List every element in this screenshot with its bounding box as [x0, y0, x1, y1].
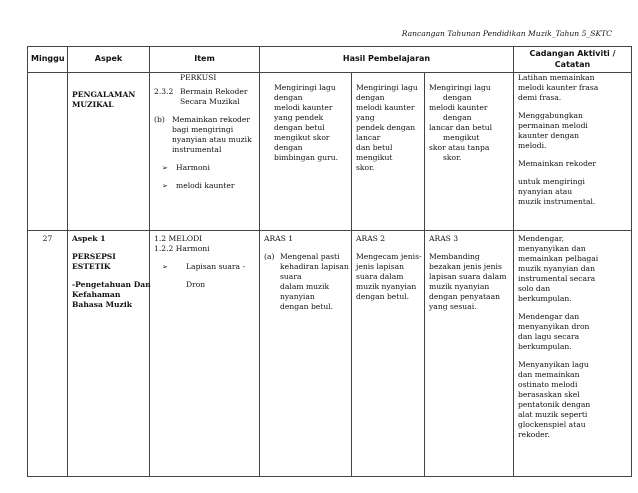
- row2-cadangan-line: Menyanyikan lagu: [518, 360, 589, 370]
- row2-aras1-line: dalam muzik: [280, 282, 330, 292]
- row2-cadangan: [514, 231, 632, 477]
- table-row: [28, 73, 632, 231]
- row2-aspek-line: -Pengetahuan Dan: [72, 280, 151, 290]
- row2-aras2-line: dengan betul.: [356, 292, 410, 302]
- row1-hasil3-line: Mengiringi lagu: [429, 83, 491, 93]
- header-cadangan-line2: Catatan: [554, 59, 591, 69]
- row1-hasil1-line: melodi kaunter: [274, 103, 333, 113]
- row1-hasil-1: [260, 73, 352, 231]
- row2-aspek-line: Kefahaman: [72, 290, 121, 300]
- row2-aras3-title: ARAS 3: [429, 234, 459, 244]
- arrow-bullet-icon: ➢: [162, 182, 168, 191]
- row1-hasil2-line: dengan: [356, 93, 385, 103]
- row2-cadangan-line: glockenspiel atau: [518, 420, 586, 430]
- header-minggu: Minggu: [28, 47, 68, 73]
- header-cadangan: [514, 47, 632, 73]
- row2-aras1-line: kehadiran lapisan: [280, 262, 349, 272]
- row1-hasil1-line: mengikut skor: [274, 133, 330, 143]
- row1-cadangan-line: Latihan memainkan: [518, 73, 595, 83]
- row2-cadangan-line: ostinato melodi: [518, 380, 578, 390]
- row1-item-bullet-text: melodi kaunter: [176, 181, 235, 191]
- row1-hasil3-line: mengikut: [443, 133, 480, 143]
- row1-cadangan-line: untuk mengiringi: [518, 177, 585, 187]
- table-header-row: [28, 47, 632, 73]
- row1-hasil-3: [425, 73, 514, 231]
- row1-hasil2-line: mengikut: [356, 153, 393, 163]
- row1-aspek-line: MUZIKAL: [72, 100, 114, 110]
- row1-hasil1-line: dengan betul: [274, 123, 325, 133]
- row1-hasil2-line: yang: [356, 113, 375, 123]
- row1-minggu: [28, 73, 68, 231]
- row1-cadangan-line: kaunter dengan: [518, 131, 580, 141]
- row1-hasil2-line: melodi kaunter: [356, 103, 415, 113]
- row1-item-text: Bermain Rekoder: [180, 87, 248, 97]
- row2-aspek-title: Aspek 1: [72, 234, 106, 244]
- row1-cadangan-line: melodi kaunter frasa: [518, 83, 599, 93]
- header-aspek: Aspek: [68, 47, 150, 73]
- table-row: [28, 231, 632, 477]
- row2-aras1-title: ARAS 1: [264, 234, 294, 244]
- row1-item-number: 2.3.2: [154, 87, 174, 97]
- row1-item-b-text: instrumental: [172, 145, 222, 155]
- row2-aspek-line: PERSEPSI: [72, 252, 116, 262]
- row1-cadangan-line: nyanyian atau: [518, 187, 573, 197]
- row1-item-top: PERKUSI: [180, 73, 217, 83]
- row1-hasil3-line: skor atau tanpa: [429, 143, 490, 153]
- row1-item-bullet-text: Harmoni: [176, 163, 210, 173]
- row2-item-line: 1.2 MELODI: [154, 234, 203, 244]
- row1-hasil3-line: melodi kaunter: [429, 103, 488, 113]
- row1-hasil1-line: dengan: [274, 143, 303, 153]
- header-item: Item: [150, 47, 260, 73]
- row1-item-b-text: Memainkan rekoder: [172, 115, 251, 125]
- row2-cadangan-line: berkumpulan.: [518, 342, 572, 352]
- row2-item-bullet-text: Lapisan suara -: [186, 262, 246, 272]
- row2-cadangan-line: dan lagu secara: [518, 332, 580, 342]
- header-cadangan-line1: Cadangan Aktiviti /: [529, 49, 616, 58]
- row2-aras2-line: suara dalam: [356, 272, 404, 282]
- row1-cadangan-line: muzik instrumental.: [518, 197, 596, 207]
- row2-cadangan-line: instrumental secara: [518, 274, 596, 284]
- row2-aras2-line: jenis lapisan: [356, 262, 405, 272]
- row1-item-bullet: [154, 181, 255, 191]
- row2-aras2-line: Mengecam jenis-: [356, 252, 422, 262]
- row2-aras3-line: muzik nyanyian: [429, 282, 490, 292]
- row2-aras1-label: (a): [264, 252, 275, 262]
- row1-item: [150, 73, 260, 231]
- row1-hasil1-line: Mengiringi lagu: [274, 83, 336, 93]
- row2-aras1-line: suara: [280, 272, 302, 282]
- arrow-bullet-icon: ➢: [162, 164, 168, 173]
- row2-aspek-line: Bahasa Muzik: [72, 300, 133, 310]
- row2-cadangan-line: menyanyikan dron: [518, 322, 590, 332]
- document-header-note: Rancangan Tahunan Pendidikan Muzik_Tahun 5_SKTC: [401, 29, 612, 38]
- row1-cadangan-line: Menggabungkan: [518, 111, 583, 121]
- row1-hasil3-line: dengan: [443, 113, 472, 123]
- row2-cadangan-line: memainkan pelbagai: [518, 254, 599, 264]
- row1-hasil1-line: dengan: [274, 93, 303, 103]
- row2-item: [150, 231, 260, 477]
- row1-cadangan-line: demi frasa.: [518, 93, 562, 103]
- row1-aspek: [68, 73, 150, 231]
- row2-item-line: 1.2.2 Harmoni: [154, 244, 210, 254]
- row1-cadangan-line: melodi.: [518, 141, 547, 151]
- row2-aras3-line: bezakan jenis jenis: [429, 262, 502, 272]
- lesson-plan-table: [27, 46, 632, 477]
- row2-aras1-line: dengan betul.: [280, 302, 334, 312]
- row2-aspek: [68, 231, 150, 477]
- row2-aras1-line: Mengenal pasti: [280, 252, 340, 262]
- row2-cadangan-line: menyanyikan dan: [518, 244, 586, 254]
- row1-hasil1-line: bimbingan guru.: [274, 153, 339, 163]
- row1-cadangan: [514, 73, 632, 231]
- row2-cadangan-line: berasaskan skel: [518, 390, 580, 400]
- row1-hasil-2: [352, 73, 425, 231]
- row2-aras3-line: lapisan suara dalam: [429, 272, 507, 282]
- arrow-bullet-icon: ➢: [162, 263, 168, 272]
- row1-item-b-label: (b): [154, 115, 165, 125]
- row1-hasil3-line: dengan: [443, 93, 472, 103]
- row2-aras-3: [425, 231, 514, 477]
- row2-aras-1: [260, 231, 352, 477]
- row2-minggu: 27: [28, 231, 68, 477]
- row2-aspek-line: ESTETIK: [72, 262, 111, 272]
- row2-aras3-line: dengan penyataan: [429, 292, 500, 302]
- row1-item-b-text: nyanyian atau muzik: [172, 135, 252, 145]
- row2-aras1-line: nyanyian: [280, 292, 315, 302]
- row1-aspek-line: PENGALAMAN: [72, 90, 136, 100]
- row1-hasil2-line: lancar: [356, 133, 381, 143]
- row2-cadangan-line: Mendengar,: [518, 234, 565, 244]
- header-hasil-pembelajaran: Hasil Pembelajaran: [260, 47, 514, 73]
- row1-item-text: Secara Muzikal: [180, 97, 240, 107]
- row2-cadangan-line: Mendengar dan: [518, 312, 580, 322]
- row1-item-bullet: [154, 163, 255, 173]
- row1-hasil1-line: yang pendek: [274, 113, 324, 123]
- row1-hasil3-line: lancar dan betul: [429, 123, 493, 133]
- row2-aras2-line: muzik nyanyian: [356, 282, 417, 292]
- row2-item-bullet-cont: Dron: [186, 280, 206, 290]
- row2-cadangan-line: rekoder.: [518, 430, 550, 440]
- row2-cadangan-line: solo dan: [518, 284, 551, 294]
- row1-hasil2-line: dan betul: [356, 143, 393, 153]
- row1-hasil3-line: skor.: [443, 153, 462, 163]
- row2-aras3-line: Membanding: [429, 252, 480, 262]
- row1-cadangan-line: Memainkan rekoder: [518, 159, 597, 169]
- row2-cadangan-line: berkumpulan.: [518, 294, 572, 304]
- row1-hasil2-line: Mengiringi lagu: [356, 83, 418, 93]
- row2-item-bullet: [154, 262, 255, 272]
- row1-hasil2-line: pendek dengan: [356, 123, 416, 133]
- row2-cadangan-line: alat muzik seperti: [518, 410, 588, 420]
- row1-item-b-text: bagi mengiringi: [172, 125, 234, 135]
- row2-aras3-line: yang sesuai.: [429, 302, 477, 312]
- row2-cadangan-line: dan memainkan: [518, 370, 580, 380]
- row2-cadangan-line: muzik nyanyian dan: [518, 264, 595, 274]
- row2-aras-2: [352, 231, 425, 477]
- row2-cadangan-line: pentatonik dengan: [518, 400, 591, 410]
- row1-cadangan-line: permainan melodi: [518, 121, 588, 131]
- row1-hasil2-line: skor.: [356, 163, 375, 173]
- row2-aras2-title: ARAS 2: [356, 234, 386, 244]
